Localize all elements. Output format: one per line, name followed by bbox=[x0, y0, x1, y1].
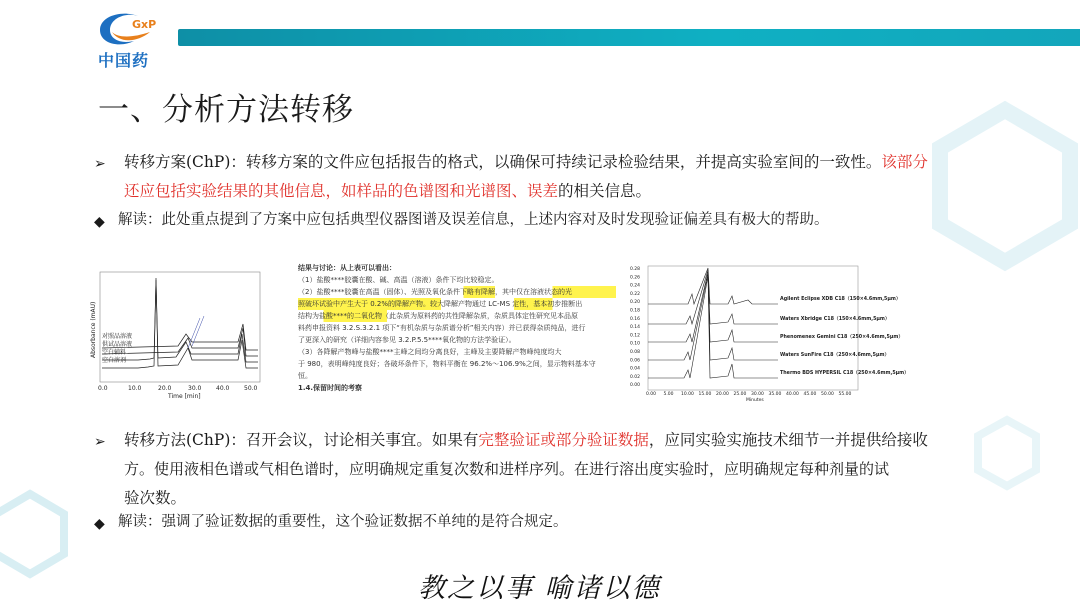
doc-line-3: （2）盐酸****胶囊在高温（固体）、光照及氧化条件下略有降解，其中仅在溶液状态的光 bbox=[298, 286, 616, 298]
chrom2-xtick: 25.00 bbox=[733, 392, 747, 397]
transfer-plan-highlight-a: 该部分 bbox=[881, 153, 928, 171]
chrom2-ytick: 0.16 bbox=[630, 316, 641, 322]
chrom2-xtick: 45.00 bbox=[803, 392, 817, 397]
chrom1-xtick-0: 0.0 bbox=[98, 385, 108, 392]
chromatogram-figure-1 bbox=[88, 268, 266, 400]
logo-text-gxp: GxP bbox=[132, 18, 157, 31]
doc-line-5: 结构为盐酸****的二氧化物（此杂质为原料药的共性降解杂质，杂质具体定性研究见本品原 bbox=[298, 310, 616, 322]
chrom2-ytick: 0.22 bbox=[630, 291, 641, 297]
transfer-plan-tail: 的相关信息。 bbox=[558, 182, 652, 200]
doc-line-9: 于 980，表明峰纯度良好；各破坏条件下，物料平衡在 96.2%～106.9%之间，显示物料基本守 bbox=[298, 360, 596, 368]
column-label-2: Phenomenex Gemini C18（250×4.6mm,5μm） bbox=[780, 335, 904, 340]
chrom2-xtick: 10.00 bbox=[681, 392, 694, 397]
doc-line-8: （3）各降解产物峰与盐酸****主峰之间均分离良好，主峰及主要降解产物峰纯度均大 bbox=[298, 348, 562, 356]
chrom2-ytick: 0.14 bbox=[630, 325, 641, 331]
transfer-method-line-3: 验次数。 bbox=[124, 489, 187, 507]
header-bar bbox=[178, 29, 1080, 46]
chrom1-xtick-5: 50.0 bbox=[244, 385, 258, 392]
chrom2-xtick: 50.00 bbox=[821, 392, 834, 397]
chrom2-xtick: 30.00 bbox=[751, 392, 764, 397]
chromatogram-figure-2 bbox=[628, 264, 909, 403]
chrom2-ytick: 0.04 bbox=[630, 366, 641, 372]
chrom2-ytick: 0.10 bbox=[630, 341, 641, 347]
chrom2-xtick: 20.00 bbox=[716, 392, 729, 397]
transfer-plan-paragraph bbox=[124, 148, 944, 206]
transfer-method-paragraph bbox=[124, 426, 944, 513]
transfer-plan-highlight-b: 还应包括实验结果的其他信息，如样品的色谱图和光谱图、误差 bbox=[124, 182, 559, 200]
chrom2-xlabel: Minutes bbox=[746, 398, 764, 403]
transfer-method-line-2: 方。使用液相色谱或气相色谱时，应明确规定重复次数和进样序列。在进行溶出度实验时，应明确规定每种剂量的试 bbox=[124, 460, 890, 478]
diamond-bullet-icon: ◆ bbox=[94, 516, 105, 532]
column-label-0: Agilent Eclipse XDB C18（150×4.6mm,5μm） bbox=[780, 297, 901, 302]
chrom1-xtick-1: 10.0 bbox=[128, 385, 142, 392]
chrom1-xtick-4: 40.0 bbox=[216, 385, 230, 392]
diamond-bullet-icon: ◆ bbox=[94, 214, 105, 230]
chrom2-xtick: 5.00 bbox=[663, 392, 674, 397]
doc-line-6: 料药申报资料 3.2.S.3.2.1 项下“有机杂质与杂质谱分析”相关内容）并已获得杂质纯品，进行 bbox=[298, 324, 586, 332]
chrom2-xtick: 35.00 bbox=[768, 392, 782, 397]
chrom1-xtick-2: 20.0 bbox=[158, 385, 172, 392]
logo-text-cn: 中国药 bbox=[98, 51, 150, 70]
chrom1-legend-1: 供试品溶液 bbox=[102, 341, 133, 348]
interpretation-note-1: 解读：此处重点提到了方案中应包括典型仪器图谱及误差信息，上述内容对及时发现验证偏差具有极大的帮助。 bbox=[118, 212, 829, 228]
chrom2-ytick: 0.08 bbox=[630, 350, 641, 355]
chrom2-xtick: 0.00 bbox=[646, 392, 657, 397]
doc-line-4: 照破坏试验中产生大于 0.2%的降解产物。较大降解产物通过 LC-MS 定性，基本初步推断出 bbox=[298, 298, 616, 310]
chrom2-xtick: 15.00 bbox=[698, 392, 712, 397]
doc-line-1: 结果与讨论：从上表可以看出： bbox=[298, 264, 396, 272]
arrow-bullet-icon: ➢ bbox=[94, 156, 106, 172]
hexagon-decoration-left bbox=[0, 488, 70, 588]
doc-line-7: 了更深入的研究（详细内容参见 3.2.P.5.5****氧化物的方法学验证）。 bbox=[298, 336, 516, 344]
chrom2-ytick: 0.00 bbox=[630, 383, 641, 389]
chrom1-legend-0: 对照品溶液 bbox=[102, 333, 133, 340]
doc-line-10: 恒。 bbox=[298, 372, 312, 380]
hexagon-decoration-right-small bbox=[972, 414, 1042, 494]
hexagon-decoration-right bbox=[930, 100, 1080, 300]
chrom1-legend-2: 空白辅料 bbox=[102, 349, 127, 356]
interpretation-note-2: 解读：强调了验证数据的重要性，这个验证数据不单纯的是符合规定。 bbox=[118, 514, 568, 530]
transfer-method-text-a: 转移方法(ChP)：召开会议，讨论相关事宜。如果有 bbox=[124, 431, 479, 449]
column-label-4: Thermo BDS HYPERSIL C18（250×4.6mm,5μm） bbox=[780, 371, 909, 376]
transfer-plan-text: 转移方案(ChP)：转移方案的文件应包括报告的格式，以确保可持续记录检验结果，并提高实验室间的一致性。 bbox=[124, 153, 882, 171]
chrom2-ytick: 0.24 bbox=[630, 283, 641, 289]
arrow-bullet-icon: ➢ bbox=[94, 434, 106, 450]
chrom2-ytick: 0.12 bbox=[630, 333, 641, 339]
chrom2-ytick: 0.02 bbox=[630, 374, 641, 380]
company-logo bbox=[92, 8, 162, 68]
chrom1-xtick-3: 30.0 bbox=[188, 385, 202, 392]
chrom2-xtick: 40.00 bbox=[786, 392, 799, 397]
chrom2-ytick: 0.06 bbox=[630, 358, 641, 364]
document-excerpt-figure bbox=[298, 262, 616, 410]
page-title: 一、分析方法转移 bbox=[98, 92, 354, 128]
chrom2-ytick: 0.18 bbox=[630, 308, 641, 314]
chrom2-ytick: 0.20 bbox=[630, 300, 641, 306]
transfer-method-highlight: 完整验证或部分验证数据 bbox=[478, 431, 649, 449]
chrom1-ylabel: Absorbance (mAU) bbox=[90, 301, 97, 358]
footer-motto: 教之以事 喻诸以德 bbox=[418, 573, 661, 604]
transfer-method-text-b: ，应同实验实施技术细节一并提供给接收 bbox=[648, 431, 928, 449]
chrom2-ytick: 0.28 bbox=[630, 267, 641, 272]
chrom1-xlabel: Time [min] bbox=[168, 393, 201, 400]
chrom2-ytick: 0.26 bbox=[630, 275, 641, 281]
column-label-3: Waters SunFire C18（250×4.6mm,5μm） bbox=[780, 353, 890, 358]
chrom2-xtick: 55.00 bbox=[838, 392, 852, 397]
column-label-1: Waters Xbridge C18（150×4.6mm,5μm） bbox=[780, 317, 890, 322]
doc-line-2: （1）盐酸****胶囊在酸、碱、高温（溶液）条件下均比较稳定。 bbox=[298, 276, 499, 284]
chrom1-legend-3: 空白溶剂 bbox=[102, 357, 127, 364]
doc-line-11: 1.4.保留时间的考察 bbox=[298, 384, 363, 392]
